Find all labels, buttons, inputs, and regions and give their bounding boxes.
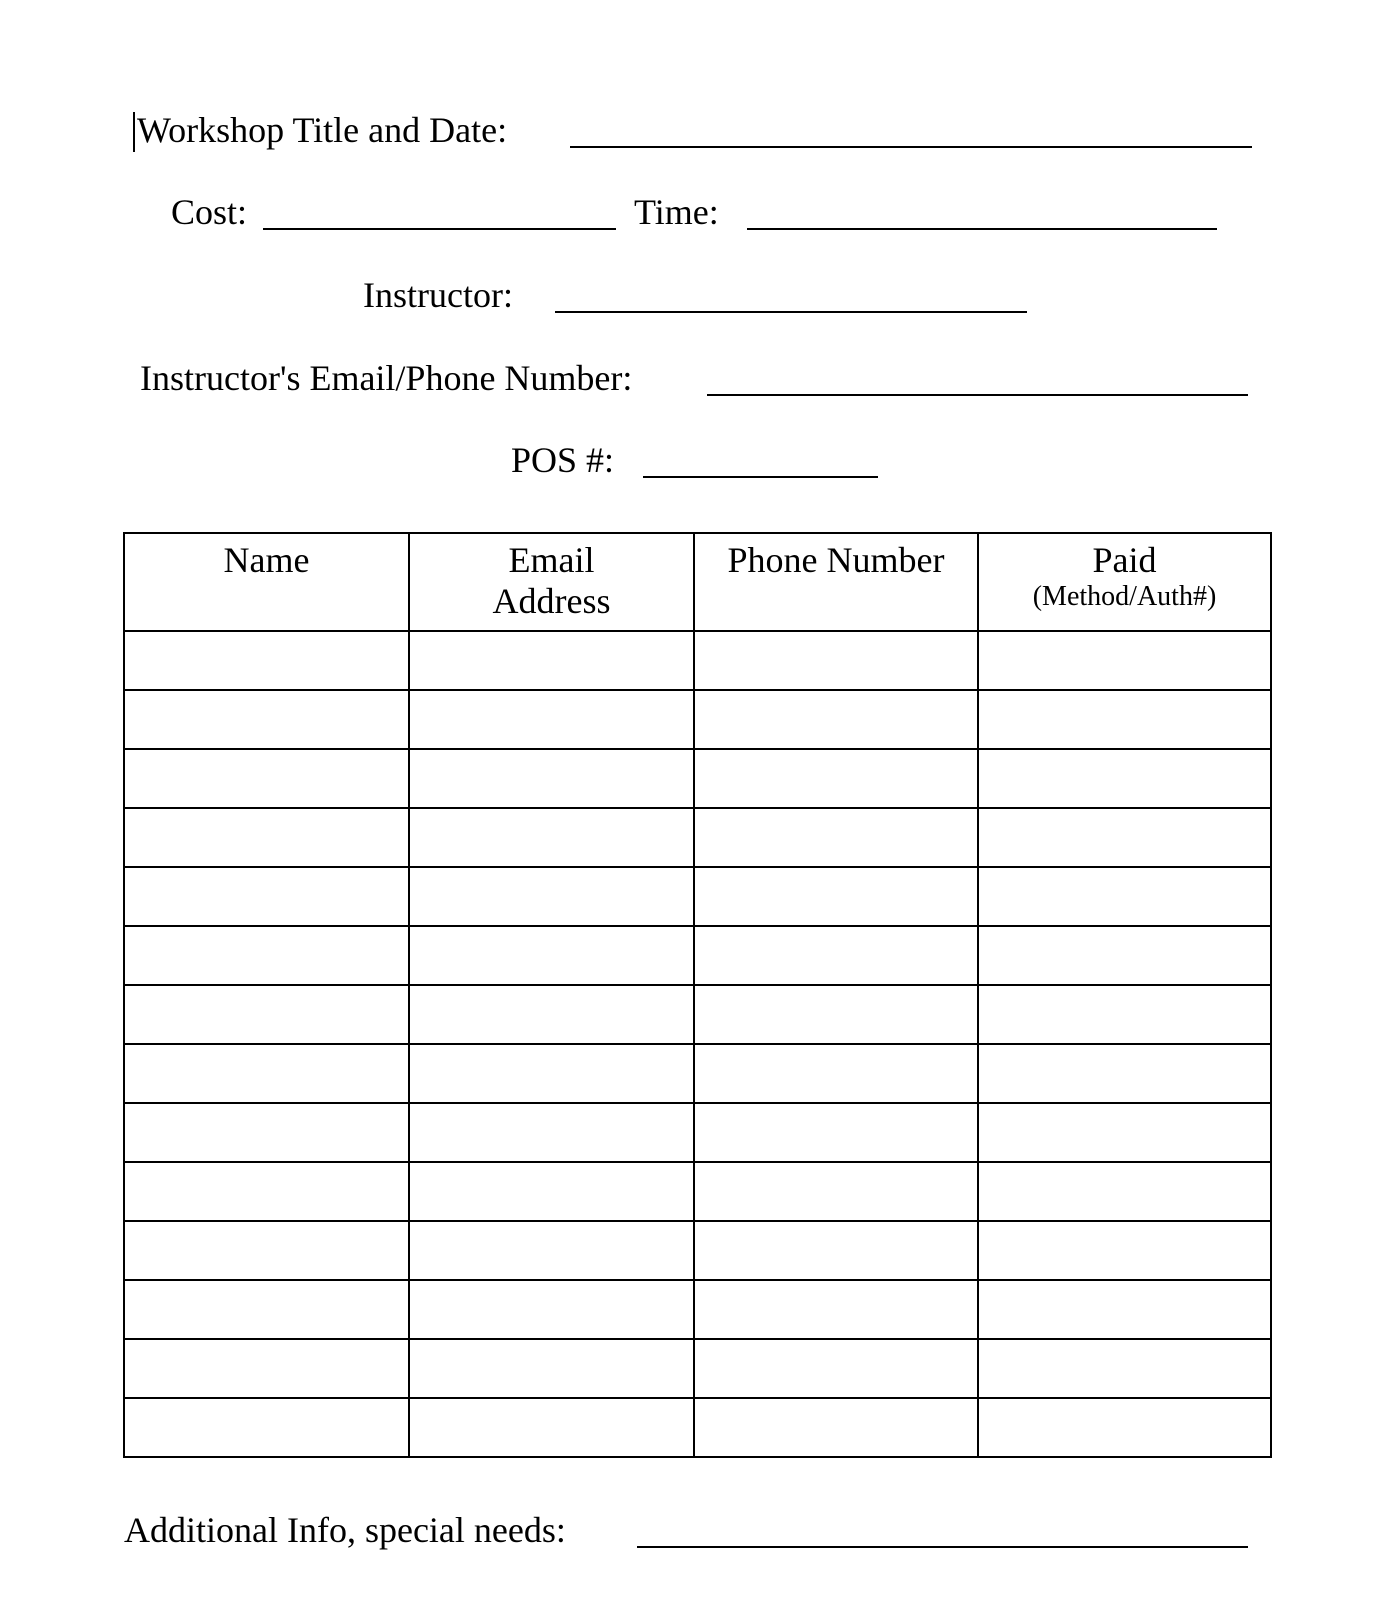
email-cell[interactable] <box>409 1221 694 1280</box>
table-row <box>124 749 1271 808</box>
table-row <box>124 1280 1271 1339</box>
pos-label: POS #: <box>511 440 615 480</box>
phone-cell[interactable] <box>694 749 978 808</box>
phone-cell[interactable] <box>694 631 978 690</box>
email-cell[interactable] <box>409 926 694 985</box>
paid-cell[interactable] <box>978 1221 1271 1280</box>
paid-cell[interactable] <box>978 1339 1271 1398</box>
additional-info-field[interactable] <box>637 1546 1248 1548</box>
paid-header-subtext: (Method/Auth#) <box>1032 581 1217 612</box>
workshop-title-field[interactable] <box>570 146 1252 148</box>
phone-cell[interactable] <box>694 1339 978 1398</box>
email-cell[interactable] <box>409 1339 694 1398</box>
phone-cell[interactable] <box>694 1162 978 1221</box>
table-row <box>124 690 1271 749</box>
table-row <box>124 1398 1271 1457</box>
table-row <box>124 867 1271 926</box>
table-header-row <box>124 533 1271 631</box>
name-cell[interactable] <box>124 690 409 749</box>
name-cell[interactable] <box>124 1339 409 1398</box>
instructor-field[interactable] <box>555 311 1027 313</box>
column-header-name <box>124 533 409 631</box>
email-header-line2: Address <box>492 581 611 621</box>
email-cell[interactable] <box>409 749 694 808</box>
name-cell[interactable] <box>124 1280 409 1339</box>
column-header-email <box>409 533 694 631</box>
name-cell[interactable] <box>124 867 409 926</box>
email-cell[interactable] <box>409 1103 694 1162</box>
email-cell[interactable] <box>409 985 694 1044</box>
paid-cell[interactable] <box>978 1398 1271 1457</box>
time-label: Time: <box>634 192 719 232</box>
email-cell[interactable] <box>409 1280 694 1339</box>
time-field[interactable] <box>747 228 1217 230</box>
phone-cell[interactable] <box>694 690 978 749</box>
phone-header-text: Phone Number <box>727 540 945 580</box>
email-cell[interactable] <box>409 1162 694 1221</box>
name-cell[interactable] <box>124 1398 409 1457</box>
additional-info-label: Additional Info, special needs: <box>124 1510 566 1550</box>
phone-cell[interactable] <box>694 985 978 1044</box>
paid-cell[interactable] <box>978 985 1271 1044</box>
paid-header-text: Paid <box>1092 540 1157 580</box>
name-cell[interactable] <box>124 1103 409 1162</box>
email-cell[interactable] <box>409 631 694 690</box>
paid-cell[interactable] <box>978 1103 1271 1162</box>
phone-cell[interactable] <box>694 926 978 985</box>
table-row <box>124 1221 1271 1280</box>
email-cell[interactable] <box>409 867 694 926</box>
name-cell[interactable] <box>124 808 409 867</box>
phone-cell[interactable] <box>694 867 978 926</box>
instructor-contact-label: Instructor's Email/Phone Number: <box>140 358 633 398</box>
phone-cell[interactable] <box>694 1044 978 1103</box>
table-row <box>124 808 1271 867</box>
phone-cell[interactable] <box>694 1398 978 1457</box>
phone-cell[interactable] <box>694 1280 978 1339</box>
name-cell[interactable] <box>124 985 409 1044</box>
paid-cell[interactable] <box>978 926 1271 985</box>
column-header-phone <box>694 533 978 631</box>
attendee-table <box>123 532 1272 1458</box>
name-cell[interactable] <box>124 926 409 985</box>
email-cell[interactable] <box>409 1044 694 1103</box>
phone-cell[interactable] <box>694 808 978 867</box>
table-row <box>124 631 1271 690</box>
table-row <box>124 1339 1271 1398</box>
email-header-line1: Email <box>508 540 595 580</box>
paid-cell[interactable] <box>978 808 1271 867</box>
cost-label: Cost: <box>171 192 248 232</box>
paid-cell[interactable] <box>978 631 1271 690</box>
workshop-title-label: Workshop Title and Date: <box>137 110 508 150</box>
name-cell[interactable] <box>124 1044 409 1103</box>
table-row <box>124 1044 1271 1103</box>
name-cell[interactable] <box>124 1162 409 1221</box>
paid-cell[interactable] <box>978 867 1271 926</box>
email-cell[interactable] <box>409 808 694 867</box>
table-row <box>124 1103 1271 1162</box>
email-cell[interactable] <box>409 690 694 749</box>
paid-cell[interactable] <box>978 1162 1271 1221</box>
cost-field[interactable] <box>263 228 616 230</box>
pos-field[interactable] <box>643 476 878 478</box>
name-cell[interactable] <box>124 631 409 690</box>
name-cell[interactable] <box>124 749 409 808</box>
paid-cell[interactable] <box>978 1280 1271 1339</box>
paid-cell[interactable] <box>978 690 1271 749</box>
table-row <box>124 1162 1271 1221</box>
instructor-label: Instructor: <box>363 275 513 315</box>
paid-cell[interactable] <box>978 1044 1271 1103</box>
name-header-text: Name <box>223 540 310 580</box>
paid-cell[interactable] <box>978 749 1271 808</box>
email-cell[interactable] <box>409 1398 694 1457</box>
table-row <box>124 985 1271 1044</box>
phone-cell[interactable] <box>694 1103 978 1162</box>
column-header-paid <box>978 533 1271 631</box>
instructor-contact-field[interactable] <box>707 394 1248 396</box>
name-cell[interactable] <box>124 1221 409 1280</box>
phone-cell[interactable] <box>694 1221 978 1280</box>
text-cursor <box>133 112 135 152</box>
table-row <box>124 926 1271 985</box>
